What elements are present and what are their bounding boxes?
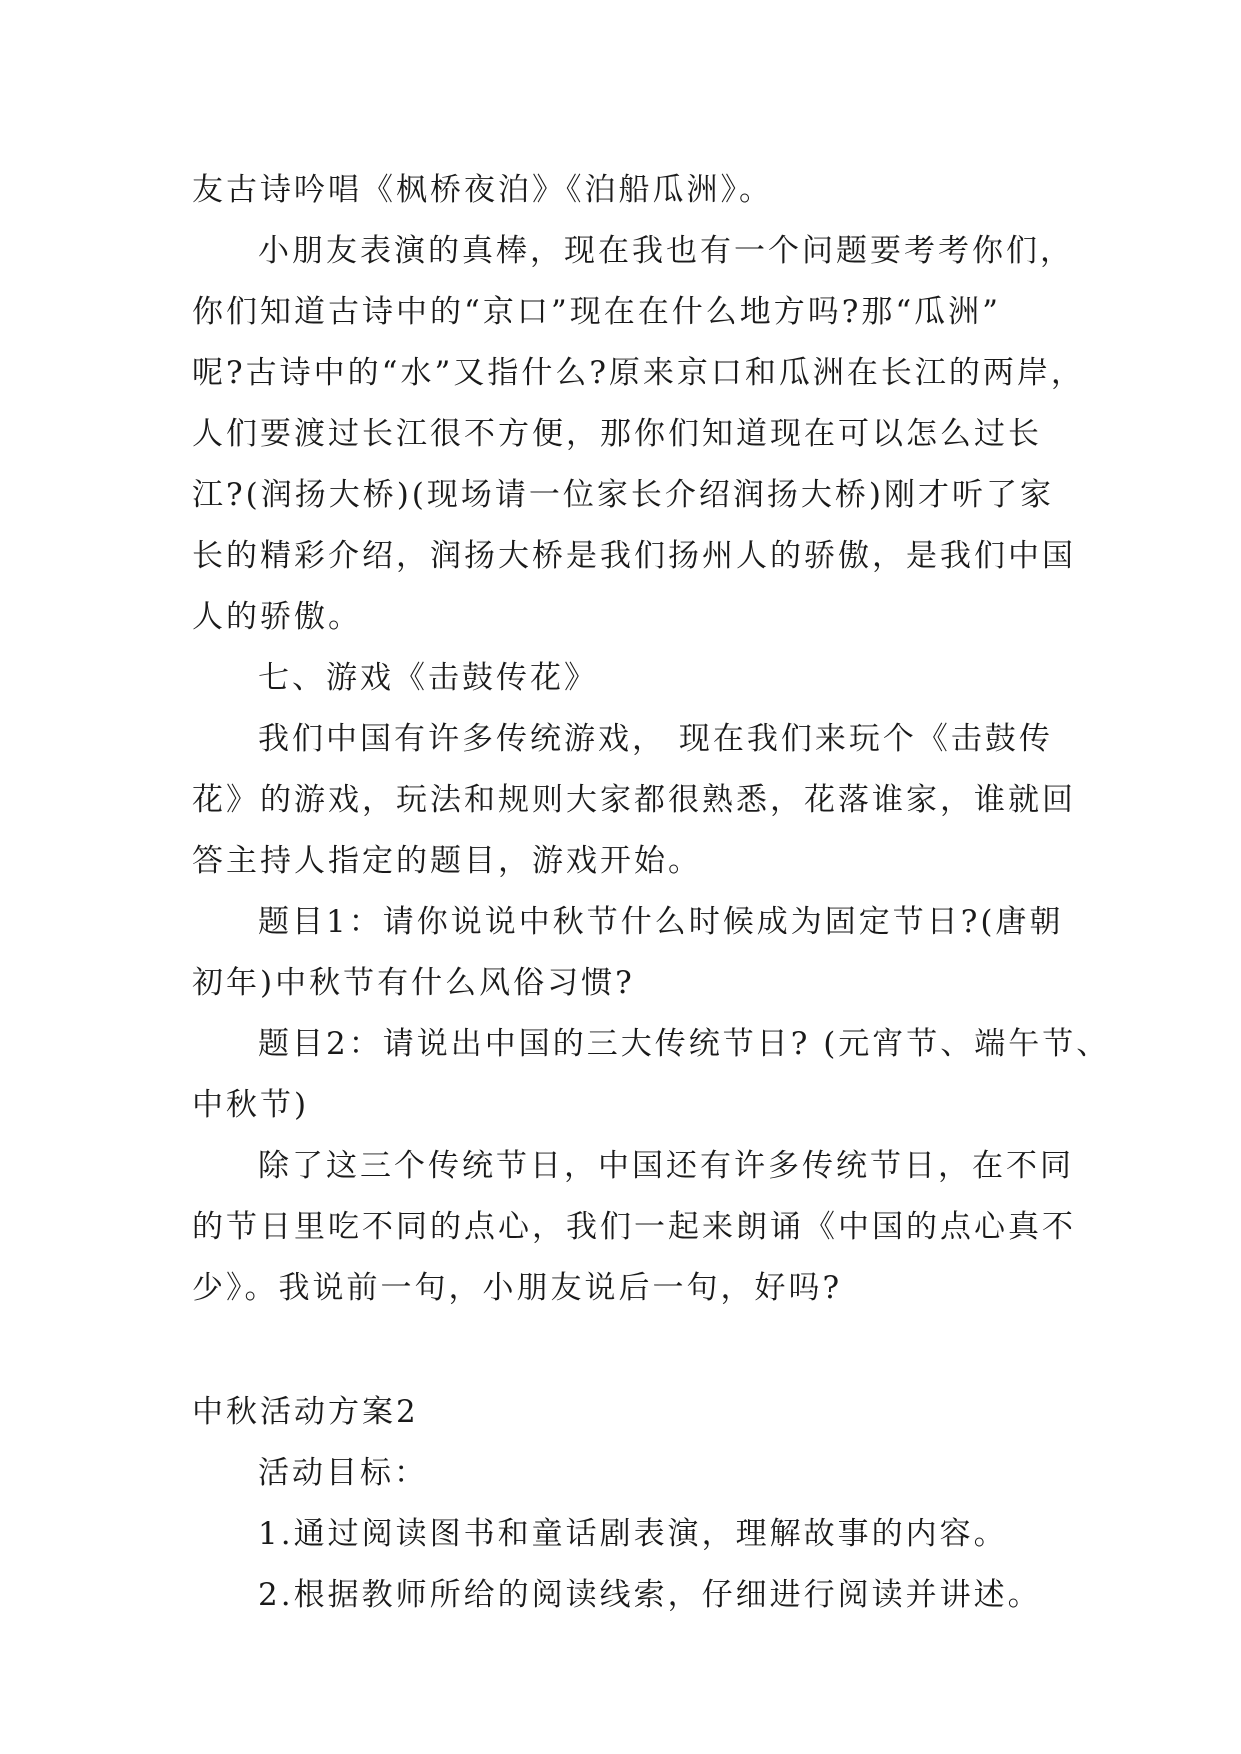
paragraph-line: 江?(润扬大桥)(现场请一位家长介绍润扬大桥)刚才听了家	[192, 477, 1054, 513]
list-item: 1.通过阅读图书和童话剧表演，理解故事的内容。	[258, 1516, 1008, 1552]
list-item: 2.根据教师所给的阅读线索，仔细进行阅读并讲述。	[258, 1577, 1042, 1613]
paragraph-line: 小朋友表演的真棒，现在我也有一个问题要考考你们，	[258, 233, 1074, 269]
paragraph-line: 答主持人指定的题目，游戏开始。	[192, 843, 702, 879]
paragraph-line: 友古诗吟唱《枫桥夜泊》《泊船瓜洲》。	[192, 172, 773, 208]
paragraph-line: 少》。我说前一句，小朋友说后一句，好吗?	[192, 1270, 843, 1306]
section-heading: 七、游戏《击鼓传花》	[258, 660, 598, 696]
question-line: 题目2：请说出中国的三大传统节日? (元宵节、端午节、	[258, 1026, 1111, 1062]
section-title: 中秋活动方案2	[192, 1394, 419, 1430]
question-line: 初年)中秋节有什么风俗习惯?	[192, 965, 635, 1001]
question-line: 中秋节)	[192, 1087, 310, 1123]
paragraph-line: 人们要渡过长江很不方便，那你们知道现在可以怎么过长	[192, 416, 1042, 452]
section-spacer	[192, 1319, 1072, 1382]
paragraph-line: 花》的游戏，玩法和规则大家都很熟悉，花落谁家，谁就回	[192, 782, 1076, 818]
paragraph-line: 活动目标：	[258, 1455, 428, 1491]
paragraph-line: 除了这三个传统节日，中国还有许多传统节日，在不同	[258, 1148, 1074, 1184]
paragraph-line: 的节日里吃不同的点心，我们一起来朗诵《中国的点心真不	[192, 1209, 1076, 1245]
question-line: 题目1：请你说说中秋节什么时候成为固定节日?(唐朝	[258, 904, 1064, 940]
paragraph-line: 人的骄傲。	[192, 599, 362, 635]
document-page	[192, 160, 1111, 1626]
paragraph-line: 呢?古诗中的“水”又指什么?原来京口和瓜洲在长江的两岸，	[192, 355, 1085, 391]
paragraph-line: 我们中国有许多传统游戏， 现在我们来玩个《击鼓传	[258, 721, 1053, 757]
paragraph-line: 你们知道古诗中的“京口”现在在什么地方吗?那“瓜洲”	[192, 294, 1002, 330]
paragraph-line: 长的精彩介绍，润扬大桥是我们扬州人的骄傲，是我们中国	[192, 538, 1076, 574]
